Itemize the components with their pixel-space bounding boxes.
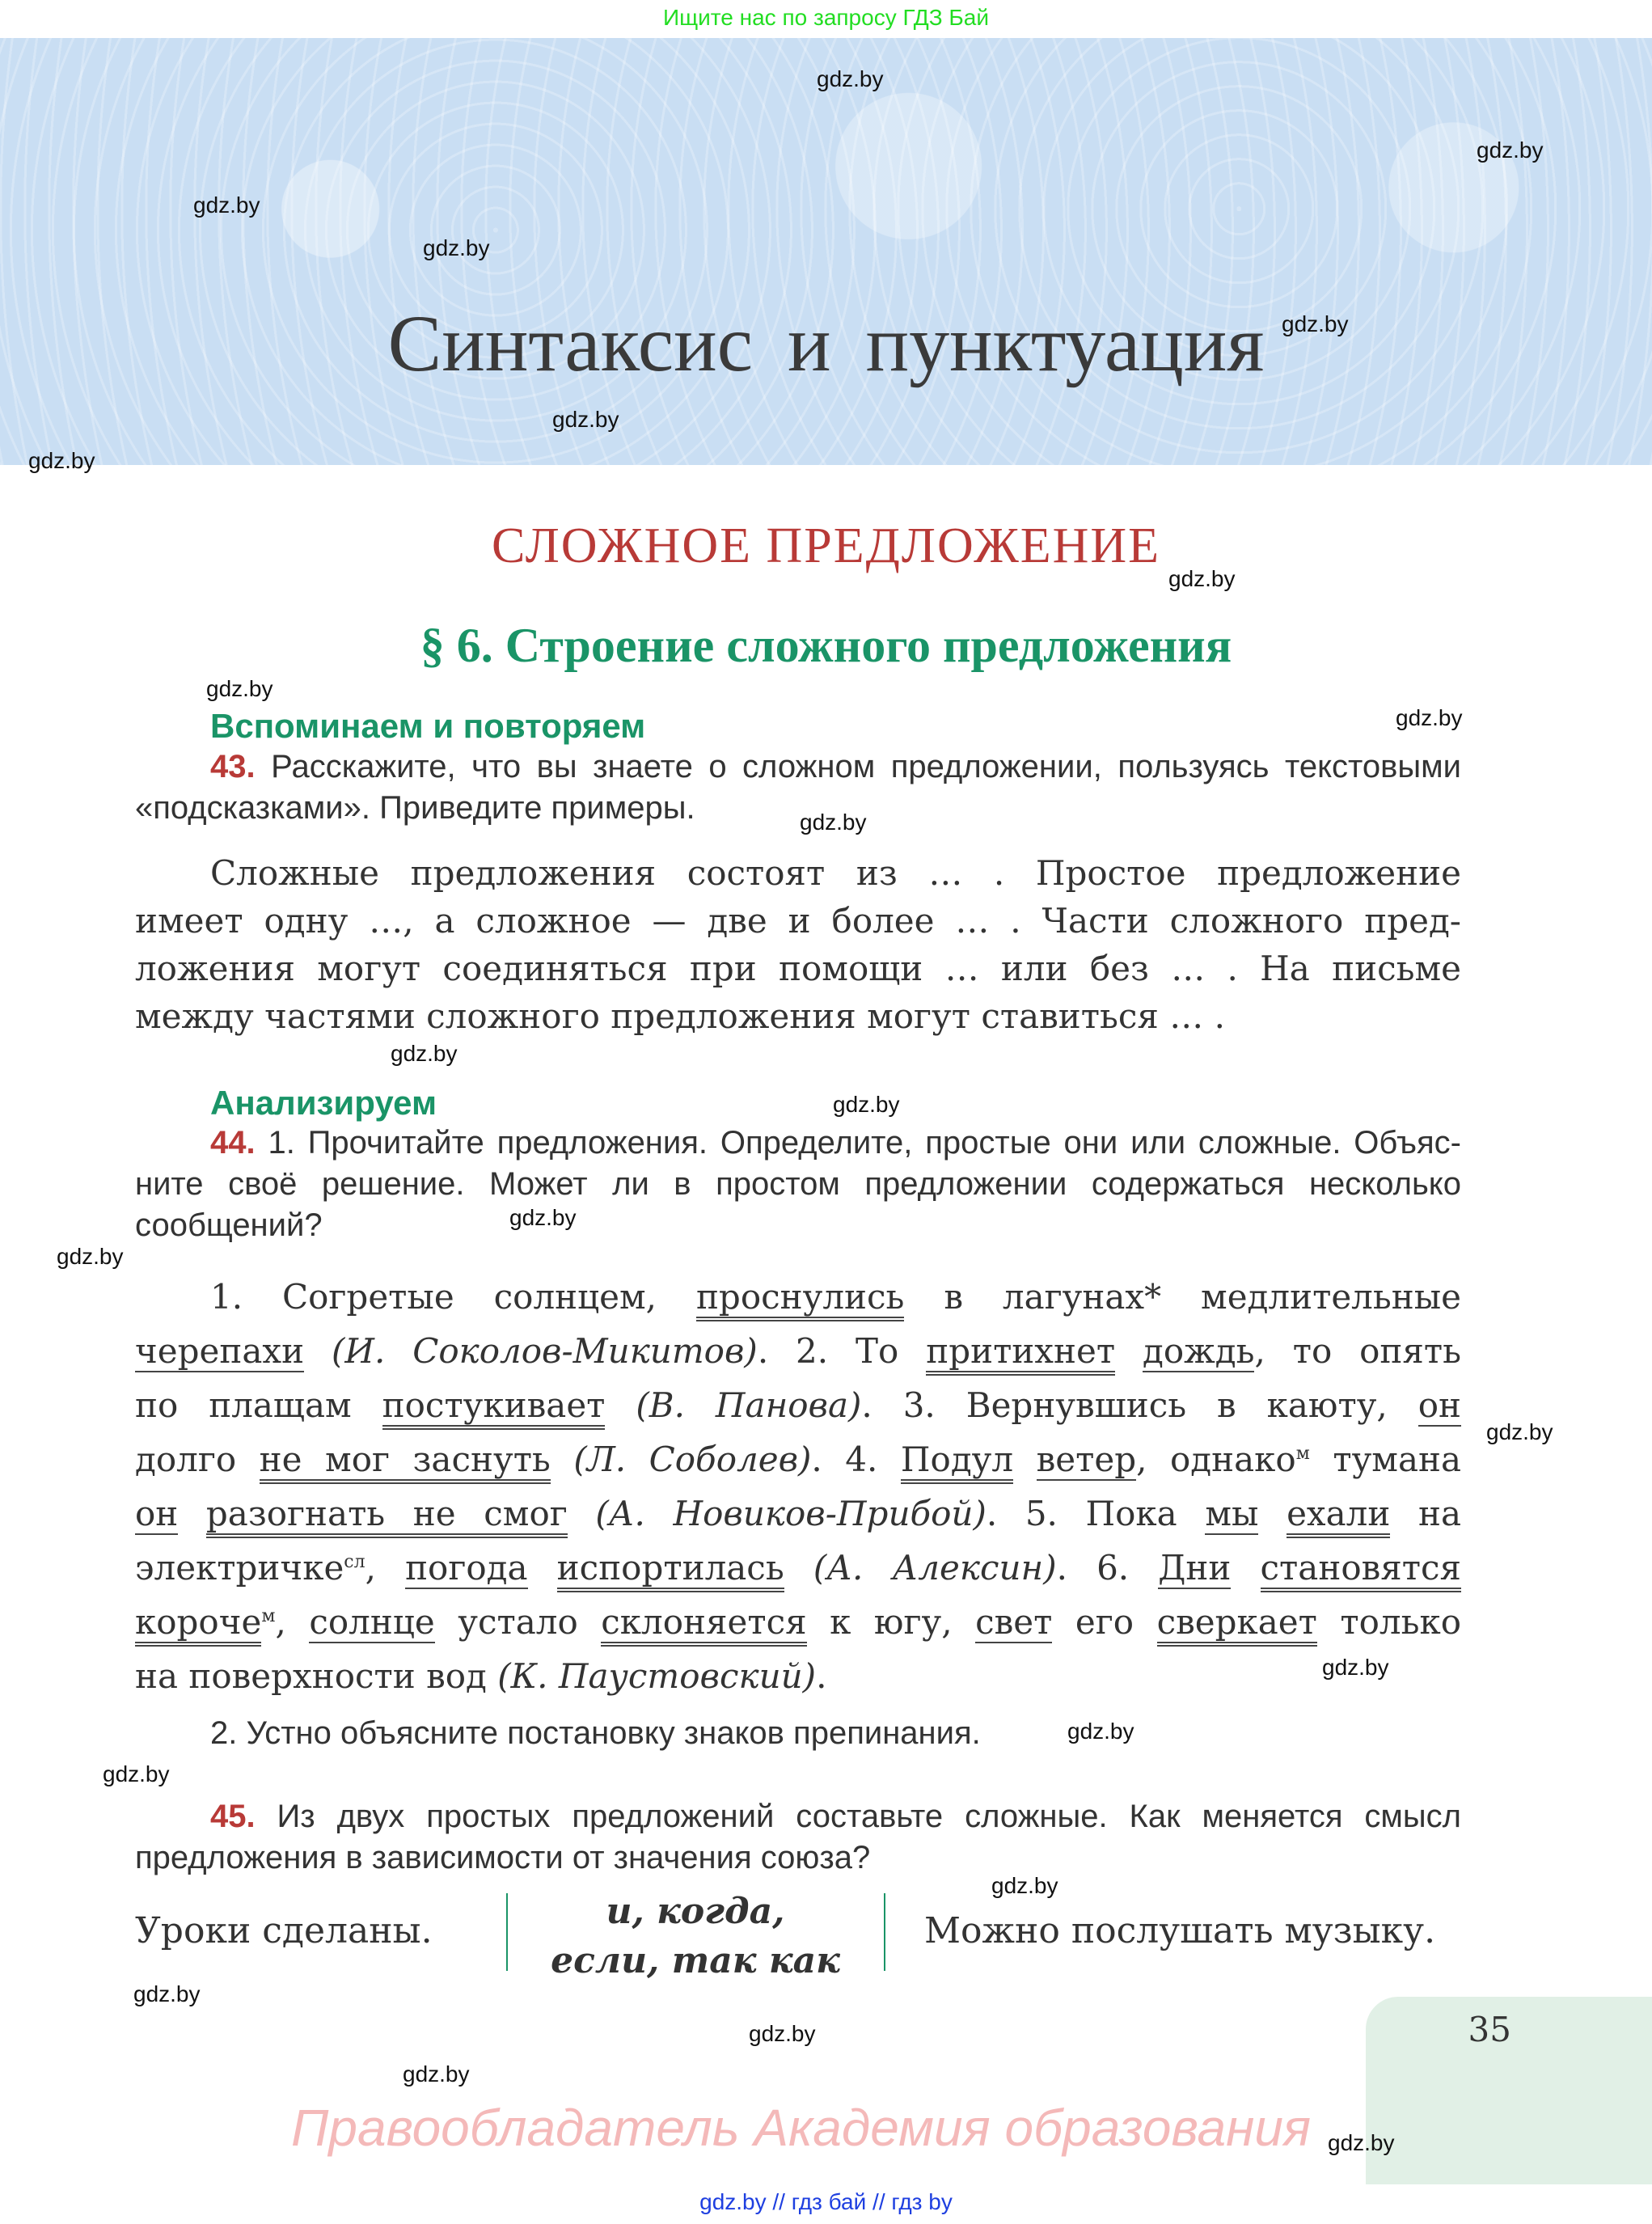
gdz-watermark: gdz.by	[509, 1205, 577, 1230]
author: (В. Панова)	[636, 1385, 862, 1425]
author: (К. Паустовский)	[497, 1656, 817, 1696]
text-segment	[784, 1548, 813, 1588]
gdz-watermark: gdz.by	[1477, 137, 1544, 163]
text-segment: . 6.	[1056, 1548, 1159, 1588]
gdz-watermark: gdz.by	[206, 676, 273, 701]
subject: черепахи	[135, 1331, 305, 1371]
text-segment: в лагунах* медлительные	[904, 1277, 1461, 1317]
predicate: постукивает	[382, 1385, 606, 1430]
exercise-text: предложения в зависимости от значения союза?	[135, 1840, 871, 1875]
predicate: становятся	[1261, 1548, 1461, 1592]
predicate: разогнать не смог	[206, 1494, 568, 1538]
text-segment: . 5. Пока	[986, 1494, 1206, 1533]
remember-heading: Вспоминаем и повторяем	[210, 707, 646, 745]
exercise-45	[135, 1796, 1461, 1879]
text-line: между частями сложного предложения могут ставиться … .	[135, 996, 1225, 1036]
predicate: притихнет	[926, 1331, 1115, 1376]
gdz-watermark: gdz.by	[403, 2061, 470, 2087]
sentence-left: Уроки сделаны.	[135, 1910, 433, 1951]
chapter-title: Синтаксис и пунктуация	[387, 298, 1265, 388]
text-segment: устало	[434, 1602, 602, 1642]
gdz-watermark: gdz.by	[57, 1244, 124, 1269]
example-line	[135, 1270, 1461, 1324]
gdz-watermark: gdz.by	[193, 192, 260, 218]
sentence-right: Можно послушать музыку.	[924, 1910, 1436, 1951]
text-segment: только	[1316, 1602, 1462, 1642]
text-segment: тумана	[1309, 1440, 1462, 1479]
predicate: испортилась	[557, 1548, 784, 1592]
exercise-text: Из двух простых предложений составьте сложные. Как меняется смысл	[277, 1799, 1461, 1834]
conjunction-line: и, когда,	[606, 1891, 785, 1932]
author: (А. Алексин)	[813, 1548, 1057, 1588]
exercise-text: 1. Прочитайте предложения. Определите, простые они или сложные. Объяс-	[268, 1125, 1461, 1161]
gdz-watermark: gdz.by	[1328, 2130, 1395, 2155]
subject: он	[1418, 1385, 1461, 1425]
text-segment	[1013, 1440, 1037, 1479]
text-segment	[1231, 1548, 1260, 1588]
gdz-watermark: gdz.by	[133, 1981, 201, 2006]
subject: ветер	[1036, 1440, 1137, 1479]
exercise-number: 43.	[210, 749, 256, 784]
exercise-44	[135, 1123, 1461, 1246]
text-segment: .	[816, 1656, 827, 1696]
search-hint: Ищите нас по запросу ГДЗ Бай	[662, 5, 990, 30]
text-segment: ,	[275, 1602, 310, 1642]
gdz-watermark: gdz.by	[1486, 1419, 1553, 1444]
conjunction-line: если, так как	[551, 1940, 840, 1981]
text-segment: , то опять	[1254, 1331, 1462, 1371]
section-title: СЛОЖНОЕ ПРЕДЛОЖЕНИЕ	[491, 518, 1161, 573]
footer-links[interactable]: gdz.by // гдз бай // гдз by	[699, 2189, 953, 2214]
divider	[884, 1893, 885, 1971]
predicate: сверкает	[1157, 1602, 1317, 1647]
text-segment: к югу,	[806, 1602, 976, 1642]
exercise-text: сообщений?	[135, 1207, 323, 1243]
text-segment	[568, 1494, 596, 1533]
text-line: Сложные предложения состоят из … . Простое предложение	[210, 853, 1461, 893]
divider	[506, 1893, 508, 1971]
text-segment: . 2. То	[757, 1331, 927, 1371]
rights-holder-watermark: Правообладатель Академия образования	[291, 2099, 1312, 2157]
gdz-watermark: gdz.by	[1396, 705, 1463, 730]
text-segment	[605, 1385, 636, 1425]
predicate: короче	[135, 1602, 261, 1647]
text-line: ложения могут соединяться при помощи … или без … . На письме	[135, 949, 1461, 988]
exercise-number: 45.	[210, 1799, 256, 1834]
subject: Дни	[1158, 1548, 1232, 1588]
predicate: Подул	[901, 1440, 1013, 1484]
gdz-watermark: gdz.by	[833, 1092, 900, 1117]
exercise-text: ните своё решение. Может ли в простом предложении содержаться несколько	[135, 1166, 1461, 1202]
gdz-watermark: gdz.by	[1322, 1655, 1389, 1680]
text-segment: . 3. Вернувшись в каюту,	[861, 1385, 1418, 1425]
text-segment	[304, 1331, 332, 1371]
example-line	[135, 1432, 1461, 1486]
example-line	[135, 1649, 1461, 1703]
gdz-watermark: gdz.by	[749, 2021, 816, 2046]
exercise-text: Расскажите, что вы знаете о сложном предложении, пользуясь текстовыми	[271, 749, 1461, 784]
page-number: 35	[1468, 2010, 1511, 2049]
gdz-watermark: gdz.by	[552, 407, 619, 432]
text-segment: , однако	[1136, 1440, 1296, 1479]
text-segment	[1115, 1331, 1143, 1371]
predicate: ехали	[1287, 1494, 1390, 1538]
author: (Л. Соболев)	[573, 1440, 812, 1479]
text-segment: на	[1390, 1494, 1461, 1533]
text-segment	[178, 1494, 206, 1533]
gdz-watermark: gdz.by	[391, 1041, 458, 1066]
text-segment	[528, 1548, 557, 1588]
gdz-watermark: gdz.by	[103, 1761, 170, 1786]
subject: мы	[1205, 1494, 1259, 1533]
example-line	[135, 1595, 1461, 1649]
text-segment	[551, 1440, 574, 1479]
chapter-banner	[0, 38, 1652, 465]
text-segment	[1258, 1494, 1287, 1533]
gdz-watermark: gdz.by	[1067, 1719, 1134, 1744]
example-sentences	[135, 1270, 1461, 1703]
paragraph-title: § 6. Строение сложного предложения	[420, 619, 1232, 672]
gdz-watermark: gdz.by	[1168, 566, 1236, 591]
conjunctions	[509, 1887, 881, 1985]
text-line: имеет одну …, а сложное — две и более … . Части сложного пред-	[135, 901, 1461, 941]
hint-paragraph	[135, 849, 1461, 1040]
text-segment: по плащам	[135, 1385, 382, 1425]
predicate: склоняется	[601, 1602, 806, 1647]
superscript-mark: сл	[344, 1552, 365, 1572]
subject: погода	[405, 1548, 528, 1588]
exercise-text: «подсказками». Приведите примеры.	[135, 790, 695, 826]
text-segment: электричке	[135, 1548, 344, 1588]
gdz-watermark: gdz.by	[991, 1873, 1058, 1898]
exercise-44-task-2: 2. Устно объясните постановку знаков препинания.	[210, 1715, 981, 1751]
text-segment: на поверхности вод	[135, 1656, 498, 1696]
subject: дождь	[1142, 1331, 1255, 1371]
text-segment: долго	[135, 1440, 260, 1479]
subject: он	[135, 1494, 179, 1533]
text-segment: его	[1052, 1602, 1157, 1642]
gdz-watermark: gdz.by	[423, 235, 490, 260]
author: (А. Новиков-Прибой)	[595, 1494, 987, 1533]
predicate: не мог заснуть	[260, 1440, 551, 1484]
author: (И. Соколов-Микитов)	[331, 1331, 758, 1371]
text-segment: ,	[365, 1548, 406, 1588]
example-line	[135, 1486, 1461, 1541]
gdz-watermark: gdz.by	[817, 66, 884, 91]
exercise-43	[135, 746, 1461, 829]
gdz-watermark: gdz.by	[28, 448, 95, 473]
predicate: проснулись	[696, 1277, 904, 1321]
example-line	[135, 1378, 1461, 1432]
example-line	[135, 1541, 1461, 1595]
gdz-watermark: gdz.by	[800, 810, 867, 835]
exercise-number: 44.	[210, 1125, 256, 1161]
superscript-mark: м	[1295, 1444, 1310, 1464]
subject: солнце	[309, 1602, 435, 1642]
example-line	[135, 1324, 1461, 1378]
analyze-heading: Анализируем	[210, 1084, 437, 1122]
gdz-watermark: gdz.by	[1282, 311, 1349, 336]
text-segment: . 4.	[811, 1440, 901, 1479]
subject: свет	[975, 1602, 1053, 1642]
superscript-mark: м	[261, 1606, 276, 1626]
text-segment: 1. Согретые солнцем,	[210, 1277, 696, 1317]
